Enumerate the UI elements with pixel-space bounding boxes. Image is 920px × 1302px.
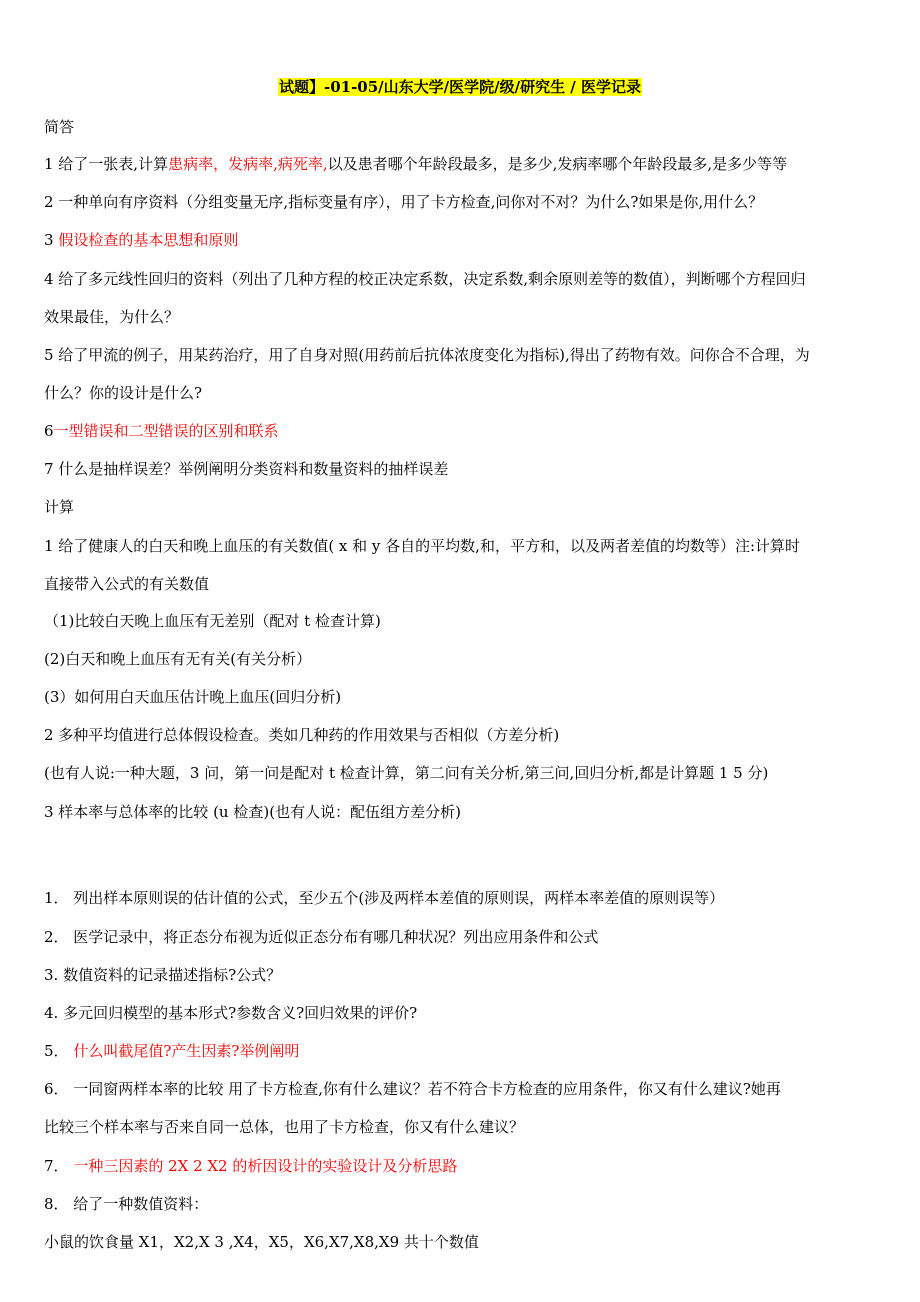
problem-2: 2． 医学记录中，将正态分布视为近似正态分布有哪几种状况？列出应用条件和公式 [44,928,599,946]
calc-1-line-2: 直接带入公式的有关数值 [44,575,210,593]
problem-3: 3. 数值资料的记录描述指标?公式？ [44,966,282,984]
problem-7 [44,1155,884,1177]
problem-8: 8． 给了一种数值资料： [44,1195,209,1213]
problem-7-text: 一种三因素的 2X 2 X2 的析因设计的实验设计及分析思路 [73,1157,458,1175]
question-1-prefix: 1 给了一张表,计算 [44,155,169,173]
calc-3: 3 样本率与总体率的比较 (u 检查)(也有人说：配伍组方差分析) [44,803,461,821]
title-highlight: 试题】-01-05/山东大学/医学院/级/研究生 / 医学记录 [278,78,642,96]
question-1-highlight: 患病率，发病率,病死率, [168,155,328,173]
calc-1-sub-3: (3）如何用白天血压估计晚上血压(回归分析) [44,688,342,706]
question-6-text: 一型错误和二型错误的区别和联系 [53,422,279,440]
calc-1-sub-2: (2)白天和晚上血压有无有关(有关分析） [44,650,312,668]
question-5-line-1: 5 给了甲流的例子，用某药治疗，用了自身对照(用药前后抗体浓度变化为指标),得出了药物有效。问你合不合理，为 [44,346,810,364]
problem-6-line-1: 6． 一同窗两样本率的比较 用了卡方检查,你有什么建议？若不符合卡方检查的应用条件，你又有什么建议?她再 [44,1080,781,1098]
question-3-text: 假设检查的基本思想和原则 [58,231,239,249]
problem-4: 4. 多元回归模型的基本形式?参数含义?回归效果的评价? [44,1004,418,1022]
problem-1: 1． 列出样本原则误的估计值的公式，至少五个(涉及两样本差值的原则误，两样本率差值的原则误等） [44,889,725,907]
question-1-suffix: 以及患者哪个年龄段最多，是多少,发病率哪个年龄段最多,是多少等等 [327,155,788,173]
question-5-line-2: 什么？你的设计是什么? [44,384,203,402]
question-7: 7 什么是抽样误差？举例阐明分类资料和数量资料的抽样误差 [44,460,449,478]
question-3 [44,229,884,251]
calc-2-note: (也有人说:一种大题，3 问，第一问是配对 t 检查计算，第二问有关分析,第三问,回归分析,都是计算题 1 5 分) [44,764,769,782]
question-6 [44,420,884,442]
problem-5-text: 什么叫截尾值?产生因素?举例阐明 [73,1042,300,1060]
problem-7-number: 7． [44,1157,74,1175]
problem-5 [44,1040,884,1062]
calc-2: 2 多种平均值进行总体假设检查。类如几种药的作用效果与否相似（方差分析) [44,726,560,744]
problem-8-data: 小鼠的饮食量 X1，X2,X 3 ,X4，X5，X6,X7,Ⅹ8,X9 共十个数值 [44,1233,479,1251]
question-4-line-2: 效果最佳，为什么？ [44,308,180,326]
question-2: 2 一种单向有序资料（分组变量无序,指标变量有序），用了卡方检查,问你对不对？为什么?如果是你,用什么？ [44,193,764,211]
calc-1-sub-1: （1)比较白天晚上血压有无差别（配对 t 检查计算) [44,612,381,630]
problem-6-line-2: 比较三个样本率与否来自同一总体，也用了卡方检查，你又有什么建议？ [44,1118,525,1136]
document-title [0,76,920,98]
question-3-number: 3 [44,231,59,249]
calc-1-line-1: 1 给了健康人的白天和晚上血压的有关数值( x 和 y 各自的平均数,和，平方和，以及两者差值的均数等）注:计算时 [44,537,800,555]
section-heading-short-answer: 简答 [44,118,75,136]
problem-5-number: 5． [44,1042,74,1060]
question-6-number: 6 [44,422,54,440]
section-heading-calculation: 计算 [44,498,75,516]
question-4-line-1: 4 给了多元线性回归的资料（列出了几种方程的校正决定系数，决定系数,剩余原则差等的数值），判断哪个方程回归 [44,270,806,288]
question-1 [44,153,884,175]
